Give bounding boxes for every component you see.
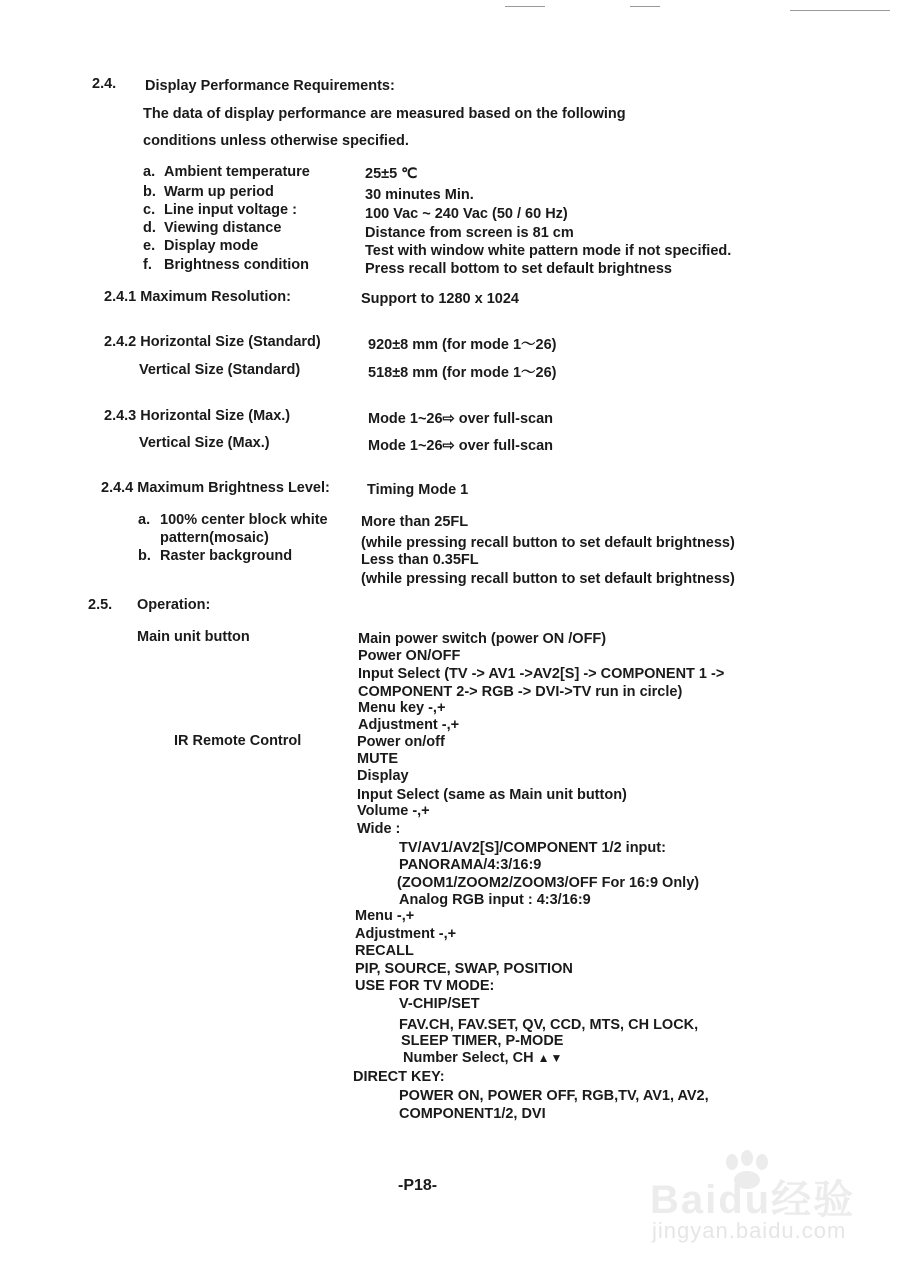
up-down-arrow-icon: ▲▼: [537, 1051, 564, 1065]
wide-line: (ZOOM1/ZOOM2/ZOOM3/OFF For 16:9 Only): [397, 875, 700, 891]
condition-letter: f.: [143, 257, 152, 273]
direct-key-line: COMPONENT1/2, DVI: [399, 1106, 546, 1122]
spec-value: Support to 1280 x 1024: [361, 291, 519, 307]
condition-letter: e.: [143, 238, 156, 254]
operation-line: COMPONENT 2-> RGB -> DVI->TV run in circle): [358, 684, 683, 700]
operation-line: Volume -,+: [357, 803, 430, 819]
spec-value: Timing Mode 1: [367, 482, 469, 498]
brightness-value: (while pressing recall button to set default brightness): [361, 571, 735, 587]
condition-label: Brightness condition: [164, 257, 309, 273]
intro-text: The data of display performance are measured based on the following: [143, 106, 626, 122]
condition-letter: c.: [143, 202, 156, 218]
tv-mode-line: SLEEP TIMER, P-MODE: [401, 1033, 564, 1049]
operation-line: Adjustment -,+: [358, 717, 460, 733]
condition-value: 30 minutes Min.: [365, 187, 474, 203]
tv-mode-line: [403, 1050, 563, 1067]
operation-line: MUTE: [357, 751, 399, 767]
condition-value: Test with window white pattern mode if not specified.: [365, 243, 732, 259]
operation-line: USE FOR TV MODE:: [355, 978, 495, 994]
operation-line: RECALL: [355, 943, 414, 959]
number-select-text: Number Select, CH: [403, 1050, 534, 1066]
spec-label: 2.4.1 Maximum Resolution:: [104, 289, 291, 305]
operation-line: Menu -,+: [355, 908, 415, 924]
page-number: -P18-: [398, 1177, 438, 1194]
brightness-letter: a.: [138, 512, 151, 528]
condition-label: Line input voltage :: [164, 202, 297, 218]
operation-line: Adjustment -,+: [355, 926, 457, 942]
condition-value: 25±5 ℃: [365, 166, 418, 182]
spec-value: Mode 1~26⇨ over full-scan: [368, 438, 554, 454]
operation-line: PIP, SOURCE, SWAP, POSITION: [355, 961, 573, 977]
direct-key-line: POWER ON, POWER OFF, RGB,TV, AV1, AV2,: [399, 1088, 709, 1104]
spec-label: 2.4.2 Horizontal Size (Standard): [104, 334, 321, 350]
brightness-value: Less than 0.35FL: [361, 552, 479, 568]
brightness-letter: b.: [138, 548, 151, 564]
spec-value: Mode 1~26⇨ over full-scan: [368, 411, 554, 427]
operation-line: Input Select (TV -> AV1 ->AV2[S] -> COMPONENT 1 ->: [358, 666, 725, 682]
condition-label: Viewing distance: [164, 220, 282, 236]
brightness-value: (while pressing recall button to set default brightness): [361, 535, 735, 551]
operation-line: Menu key -,+: [358, 700, 446, 716]
operation-line: Display: [357, 768, 409, 784]
brightness-value: More than 25FL: [361, 514, 469, 530]
condition-label: Ambient temperature: [164, 164, 310, 180]
watermark-logo: Baidu经验: [650, 1178, 856, 1222]
operation-line: Power on/off: [357, 734, 445, 750]
condition-value: Distance from screen is 81 cm: [365, 225, 574, 241]
tv-mode-line: FAV.CH, FAV.SET, QV, CCD, MTS, CH LOCK,: [399, 1017, 699, 1033]
scan-edge-line: [505, 6, 545, 7]
condition-letter: d.: [143, 220, 156, 236]
condition-label: Warm up period: [164, 184, 274, 200]
brightness-label: pattern(mosaic): [160, 530, 269, 546]
tv-mode-line: V-CHIP/SET: [399, 996, 480, 1012]
spec-label: Vertical Size (Standard): [139, 362, 301, 378]
brightness-label: Raster background: [160, 548, 293, 564]
condition-label: Display mode: [164, 238, 259, 254]
condition-value: 100 Vac ~ 240 Vac (50 / 60 Hz): [365, 206, 568, 222]
wide-line: Analog RGB input : 4:3/16:9: [399, 892, 591, 908]
section-title: Display Performance Requirements:: [145, 78, 395, 94]
spec-value: 920±8 mm (for mode 1～26): [368, 337, 557, 353]
section-number: 2.4.: [92, 76, 117, 92]
operation-line: Wide :: [357, 821, 401, 837]
scan-edge-line: [630, 6, 660, 7]
scan-edge-line: [790, 10, 890, 11]
brightness-label: 100% center block white: [160, 512, 328, 528]
intro-text: conditions unless otherwise specified.: [143, 133, 409, 149]
condition-letter: b.: [143, 184, 156, 200]
spec-label: 2.4.3 Horizontal Size (Max.): [104, 408, 291, 424]
section-title: Operation:: [137, 597, 211, 613]
operation-line: Power ON/OFF: [358, 648, 461, 664]
main-unit-label: Main unit button: [137, 629, 250, 645]
spec-value: 518±8 mm (for mode 1～26): [368, 365, 557, 381]
operation-line: Main power switch (power ON /OFF): [358, 631, 607, 647]
spec-label: 2.4.4 Maximum Brightness Level:: [101, 480, 330, 496]
direct-key-label: DIRECT KEY:: [353, 1069, 445, 1085]
condition-value: Press recall bottom to set default brightness: [365, 261, 672, 277]
ir-remote-label: IR Remote Control: [174, 733, 302, 749]
wide-line: TV/AV1/AV2[S]/COMPONENT 1/2 input:: [399, 840, 666, 856]
condition-letter: a.: [143, 164, 156, 180]
spec-label: Vertical Size (Max.): [139, 435, 270, 451]
wide-line: PANORAMA/4:3/16:9: [399, 857, 542, 873]
watermark-url: jingyan.baidu.com: [652, 1218, 847, 1243]
section-number: 2.5.: [88, 597, 113, 613]
operation-line: Input Select (same as Main unit button): [357, 787, 627, 803]
